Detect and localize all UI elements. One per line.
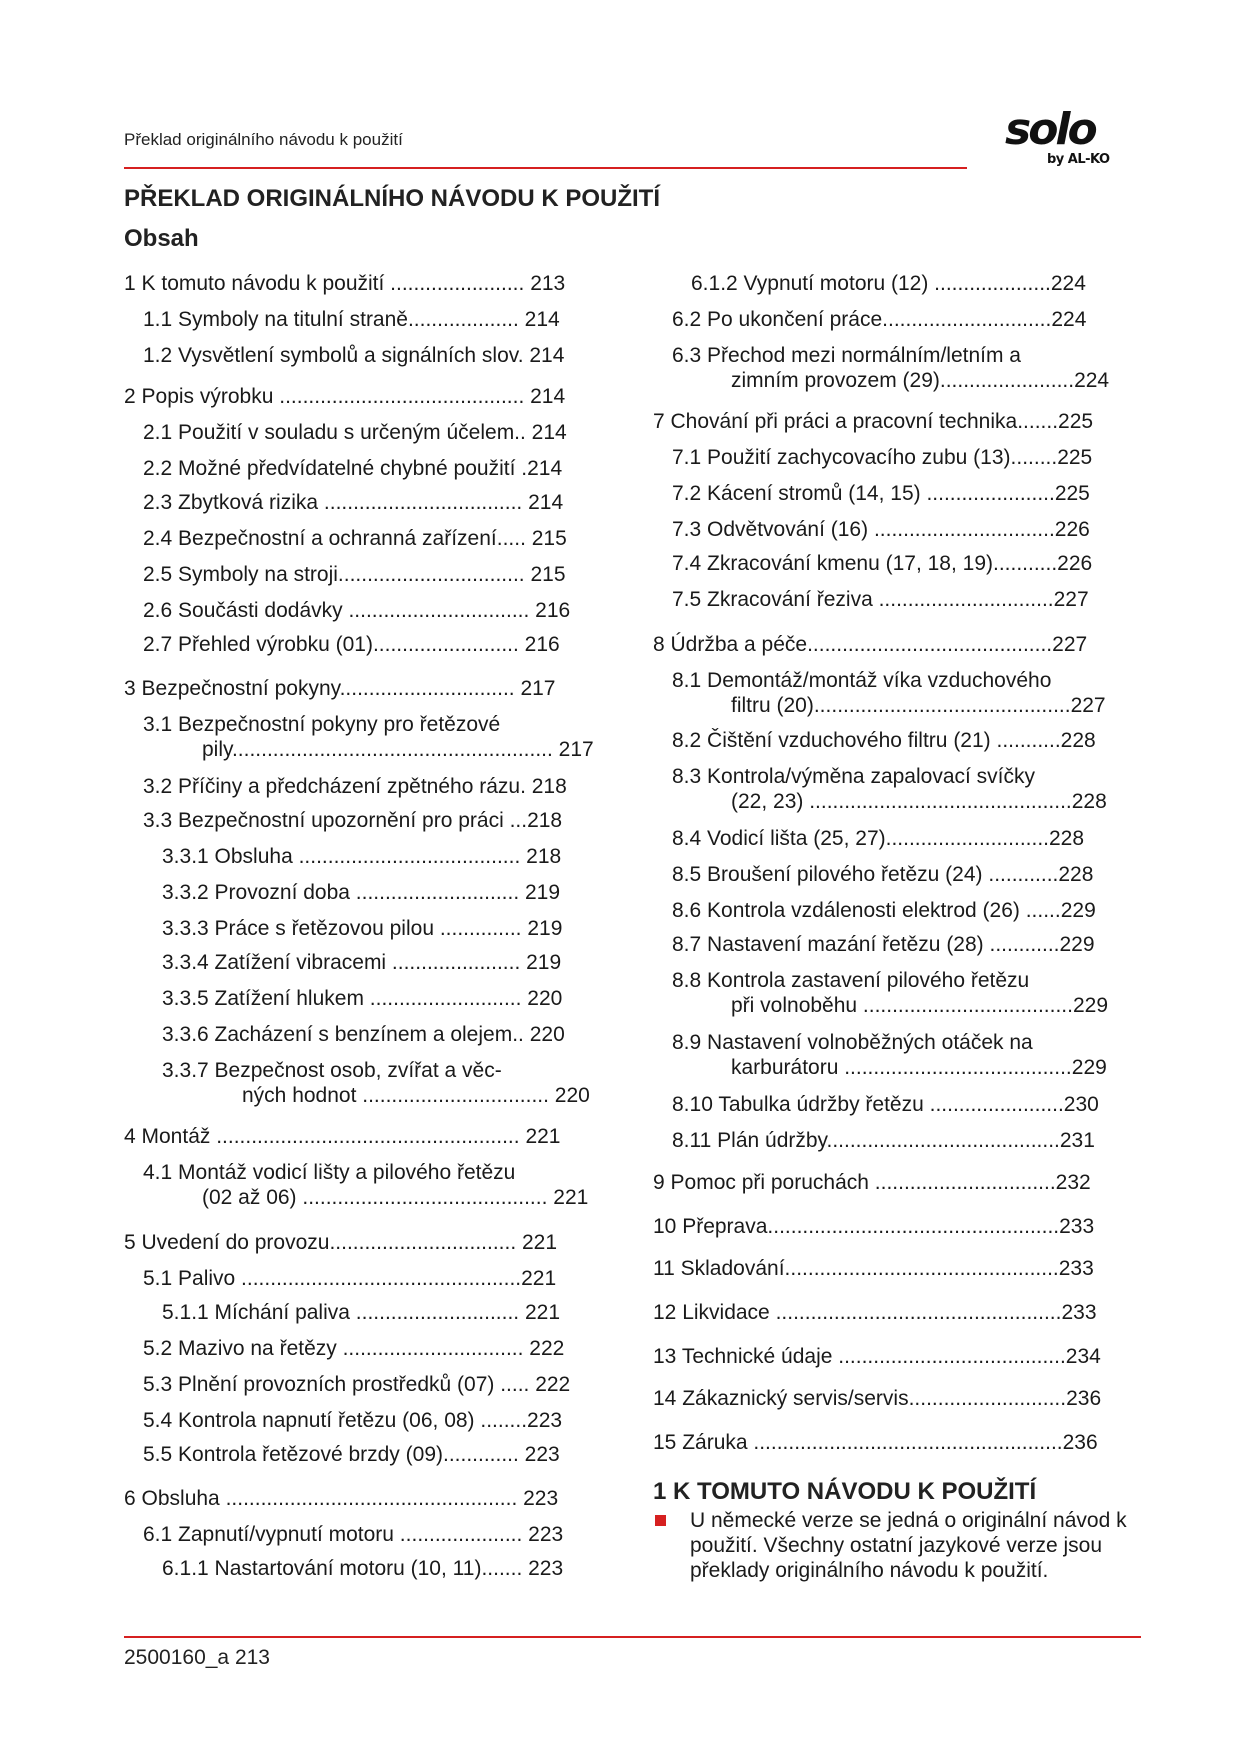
toc-entry[interactable]: 8.8 Kontrola zastavení pilového řetězu xyxy=(672,969,1030,992)
toc-entry[interactable]: 6.3 Přechod mezi normálním/letním a xyxy=(672,344,1021,367)
toc-entry[interactable]: 8.11 Plán údržby........................................231 xyxy=(672,1129,1095,1152)
toc-entry[interactable]: 11 Skladování...............................................233 xyxy=(653,1257,1094,1280)
toc-entry[interactable]: 15 Záruka .....................................................236 xyxy=(653,1431,1098,1454)
toc-entry[interactable]: 1 K tomuto návodu k použití ....................... 213 xyxy=(124,272,566,295)
toc-entry[interactable]: 2.3 Zbytková rizika .................................. 214 xyxy=(143,491,564,514)
footer-divider xyxy=(124,1636,1141,1638)
toc-entry[interactable]: 8.10 Tabulka údržby řetězu .......................230 xyxy=(672,1093,1099,1116)
solo-logo xyxy=(1005,104,1120,170)
toc-entry[interactable]: 9 Pomoc při poruchách ...............................232 xyxy=(653,1171,1091,1194)
toc-entry[interactable]: 3.3.2 Provozní doba ............................ 219 xyxy=(162,881,561,904)
toc-entry[interactable]: 8.9 Nastavení volnoběžných otáček na xyxy=(672,1031,1033,1054)
toc-entry[interactable]: 7.1 Použití zachycovacího zubu (13)........225 xyxy=(672,446,1093,469)
toc-entry[interactable]: 2.6 Součásti dodávky ............................... 216 xyxy=(143,599,571,622)
toc-entry[interactable]: 8.2 Čištění vzduchového filtru (21) ...........228 xyxy=(672,729,1096,752)
toc-entry[interactable]: 2.4 Bezpečnostní a ochranná zařízení..... 215 xyxy=(143,527,567,550)
document-title: PŘEKLAD ORIGINÁLNÍHO NÁVODU K POUŽITÍ xyxy=(124,185,661,212)
toc-entry[interactable]: 3 Bezpečnostní pokyny.............................. 217 xyxy=(124,677,556,700)
toc-entry[interactable]: 7.2 Kácení stromů (14, 15) ......................225 xyxy=(672,482,1090,505)
toc-entry[interactable]: 5.3 Plnění provozních prostředků (07) ..... 222 xyxy=(143,1373,571,1396)
toc-entry[interactable]: 3.3.1 Obsluha ...................................... 218 xyxy=(162,845,562,868)
toc-entry[interactable]: 2.7 Přehled výrobku (01)......................... 216 xyxy=(143,633,560,656)
toc-entry[interactable]: 4 Montáž .................................................... 221 xyxy=(124,1125,561,1148)
toc-entry[interactable]: 3.1 Bezpečnostní pokyny pro řetězové xyxy=(143,713,501,736)
toc-entry[interactable]: 3.3.7 Bezpečnost osob, zvířat a věc- xyxy=(162,1059,502,1082)
toc-entry[interactable]: 8.4 Vodicí lišta (25, 27)............................228 xyxy=(672,827,1085,850)
toc-entry[interactable]: 5.4 Kontrola napnutí řetězu (06, 08) ........223 xyxy=(143,1409,563,1432)
header-divider xyxy=(124,167,967,169)
toc-entry[interactable]: 6.1.1 Nastartování motoru (10, 11)....... 223 xyxy=(162,1557,564,1580)
toc-entry[interactable]: 8 Údržba a péče..........................................227 xyxy=(653,633,1088,656)
toc-entry[interactable]: 8.1 Demontáž/montáž víka vzduchového xyxy=(672,669,1052,692)
toc-entry-continuation[interactable]: (02 až 06) .......................................... 221 xyxy=(202,1186,589,1209)
toc-entry-continuation[interactable]: pily....................................................... 217 xyxy=(202,738,594,761)
toc-entry[interactable]: 5.1 Palivo ................................................221 xyxy=(143,1267,557,1290)
toc-entry[interactable]: 8.6 Kontrola vzdálenosti elektrod (26) ......229 xyxy=(672,899,1096,922)
toc-entry[interactable]: 3.2 Příčiny a předcházení zpětného rázu. 218 xyxy=(143,775,567,798)
toc-entry[interactable]: 10 Přeprava..................................................233 xyxy=(653,1215,1095,1238)
toc-entry[interactable]: 5.2 Mazivo na řetězy ............................... 222 xyxy=(143,1337,565,1360)
toc-entry[interactable]: 4.1 Montáž vodicí lišty a pilového řetězu xyxy=(143,1161,516,1184)
toc-entry[interactable]: 7.5 Zkracování řeziva ..............................227 xyxy=(672,588,1089,611)
toc-entry[interactable]: 8.7 Nastavení mazání řetězu (28) ............229 xyxy=(672,933,1095,956)
bullet-paragraph: U německé verze se jedná o originální návod k použití. Všechny ostatní jazykové verze jsou překlady originálního návodu k použití. xyxy=(690,1509,1127,1582)
toc-entry[interactable]: 6.1 Zapnutí/vypnutí motoru ..................... 223 xyxy=(143,1523,564,1546)
toc-entry[interactable]: 1.1 Symboly na titulní straně................... 214 xyxy=(143,308,560,331)
toc-entry[interactable]: 7.3 Odvětvování (16) ...............................226 xyxy=(672,518,1090,541)
toc-entry[interactable]: 7 Chování při práci a pracovní technika.......225 xyxy=(653,410,1094,433)
toc-entry[interactable]: 6 Obsluha .................................................. 223 xyxy=(124,1487,559,1510)
toc-entry[interactable]: 2.1 Použití v souladu s určeným účelem.. 214 xyxy=(143,421,567,444)
toc-entry[interactable]: 1.2 Vysvětlení symbolů a signálních slov. 214 xyxy=(143,344,565,367)
toc-entry[interactable]: 3.3.5 Zatížení hlukem .......................... 220 xyxy=(162,987,563,1010)
toc-entry-continuation[interactable]: při volnoběhu ....................................229 xyxy=(731,994,1109,1017)
toc-entry[interactable]: 7.4 Zkracování kmenu (17, 18, 19)...........226 xyxy=(672,552,1093,575)
toc-entry[interactable]: 2.2 Možné předvídatelné chybné použití .214 xyxy=(143,457,563,480)
logo-wordmark: solo xyxy=(1005,104,1095,155)
toc-entry[interactable]: 2 Popis výrobku .......................................... 214 xyxy=(124,385,566,408)
toc-entry[interactable]: 5 Uvedení do provozu................................ 221 xyxy=(124,1231,558,1254)
toc-entry-continuation[interactable]: zimním provozem (29).......................224 xyxy=(731,369,1110,392)
running-header: Překlad originálního návodu k použití xyxy=(124,130,403,149)
section-heading: 1 K TOMUTO NÁVODU K POUŽITÍ xyxy=(653,1478,1037,1505)
toc-entry[interactable]: 3.3.6 Zacházení s benzínem a olejem.. 220 xyxy=(162,1023,565,1046)
toc-entry[interactable]: 8.3 Kontrola/výměna zapalovací svíčky xyxy=(672,765,1036,788)
toc-entry[interactable]: 5.5 Kontrola řetězové brzdy (09)............. 223 xyxy=(143,1443,560,1466)
logo-subtext: by AL-KO xyxy=(1047,152,1110,167)
toc-entry[interactable]: 5.1.1 Míchání paliva ............................ 221 xyxy=(162,1301,561,1324)
toc-entry-continuation[interactable]: ných hodnot ................................ 220 xyxy=(242,1084,590,1107)
toc-entry[interactable]: 14 Zákaznický servis/servis...........................236 xyxy=(653,1387,1102,1410)
toc-entry[interactable]: 6.1.2 Vypnutí motoru (12) ....................224 xyxy=(691,272,1086,295)
page-footer: 2500160_a 213 xyxy=(124,1646,270,1669)
bullet-marker xyxy=(655,1515,666,1526)
toc-entry[interactable]: 6.2 Po ukončení práce.............................224 xyxy=(672,308,1087,331)
toc-entry-continuation[interactable]: (22, 23) .............................................228 xyxy=(731,790,1107,813)
toc-entry[interactable]: 3.3 Bezpečnostní upozornění pro práci ...218 xyxy=(143,809,563,832)
toc-entry[interactable]: 3.3.3 Práce s řetězovou pilou .............. 219 xyxy=(162,917,563,940)
toc-entry[interactable]: 2.5 Symboly na stroji................................ 215 xyxy=(143,563,566,586)
toc-heading: Obsah xyxy=(124,225,199,252)
toc-entry-continuation[interactable]: filtru (20)............................................227 xyxy=(731,694,1106,717)
toc-entry[interactable]: 13 Technické údaje .......................................234 xyxy=(653,1345,1101,1368)
toc-entry[interactable]: 12 Likvidace .................................................233 xyxy=(653,1301,1097,1324)
toc-entry[interactable]: 8.5 Broušení pilového řetězu (24) ............228 xyxy=(672,863,1094,886)
toc-entry-continuation[interactable]: karburátoru .......................................229 xyxy=(731,1056,1107,1079)
toc-entry[interactable]: 3.3.4 Zatížení vibracemi ...................... 219 xyxy=(162,951,562,974)
